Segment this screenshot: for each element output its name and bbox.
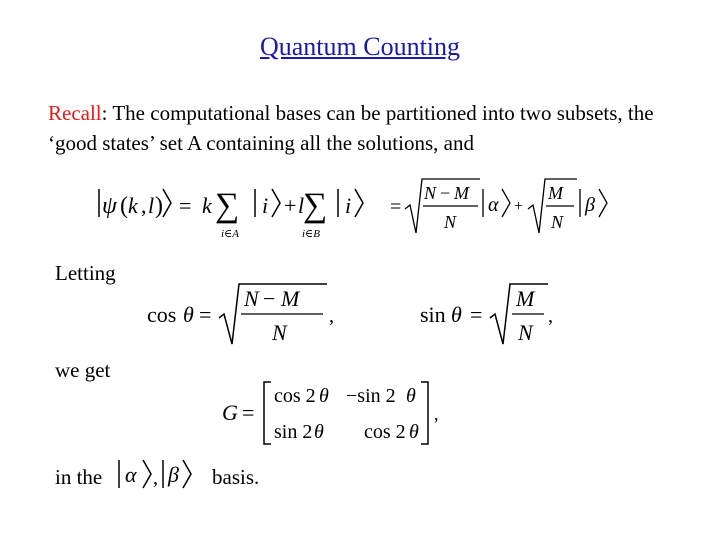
svg-text:α: α [488, 194, 499, 216]
sum-sign-b: ∑ [303, 187, 328, 224]
g-matrix-equation [218, 378, 458, 448]
svg-text:N: N [551, 212, 564, 232]
svg-text:sin: sin [420, 302, 446, 327]
svg-text:−sin 2: −sin 2 [346, 385, 396, 407]
letting-label: Letting [55, 261, 116, 285]
svg-text:ψ: ψ [102, 193, 117, 219]
ket-alpha [483, 189, 510, 217]
svg-text:N: N [272, 320, 287, 345]
ket-i-a [255, 189, 280, 218]
cos-theta-equation [145, 278, 345, 350]
svg-text:,: , [329, 305, 334, 327]
svg-text:=: = [179, 193, 192, 218]
basis-kets [113, 456, 195, 492]
svg-text:i: i [345, 193, 352, 218]
ket-psi [99, 189, 171, 219]
in-the-label: in the [55, 465, 103, 489]
svg-text:+: + [514, 198, 524, 215]
svg-text:θ: θ [314, 421, 324, 443]
svg-text:i∈A: i∈A [221, 228, 239, 240]
svg-text:θ: θ [406, 385, 416, 407]
svg-text:θ: θ [319, 385, 329, 407]
recall-label: Recall [48, 101, 102, 125]
svg-text:(: ( [120, 193, 128, 219]
svg-text:i∈B: i∈B [302, 228, 320, 240]
svg-text:M: M [548, 183, 563, 203]
sin-theta-equation [418, 278, 568, 350]
recall-paragraph [48, 98, 688, 158]
slide-title-text: Quantum Counting [259, 32, 461, 61]
svg-text:cos 2: cos 2 [364, 421, 406, 443]
svg-text:sin 2: sin 2 [274, 421, 313, 443]
svg-text:α: α [125, 462, 137, 487]
svg-text:θ: θ [451, 302, 462, 327]
ket-beta [580, 189, 607, 217]
svg-text:cos: cos [147, 302, 177, 327]
svg-text:=: = [390, 196, 402, 218]
svg-text:θ: θ [409, 421, 419, 443]
svg-text:−: − [263, 286, 276, 311]
svg-text:M: M [516, 286, 535, 311]
slide-title [0, 30, 720, 64]
ket-i-b [338, 189, 363, 218]
svg-text:l: l [298, 193, 305, 218]
svg-text:i: i [262, 193, 269, 218]
svg-text:k: k [202, 193, 212, 218]
svg-text:=: = [470, 302, 483, 327]
svg-text:k: k [128, 193, 138, 218]
svg-text:): ) [155, 193, 163, 219]
recall-text: : The computational bases can be partitioned into two subsets, the ‘good states’ set A containing all the solutions, and [48, 101, 654, 155]
svg-text:,: , [548, 305, 553, 327]
svg-text:,: , [153, 467, 158, 489]
we-get-label: we get [55, 358, 111, 382]
svg-text:N: N [424, 183, 437, 203]
svg-text:G: G [222, 400, 238, 425]
svg-text:N: N [444, 212, 457, 232]
svg-text:l: l [148, 193, 155, 218]
svg-text:cos 2: cos 2 [274, 385, 316, 407]
svg-text:,: , [141, 193, 147, 218]
svg-text:−: − [440, 183, 451, 203]
svg-text:N: N [518, 320, 533, 345]
sum-sign-a: ∑ [215, 187, 240, 224]
svg-text:+: + [284, 193, 297, 218]
svg-text:=: = [242, 400, 255, 425]
svg-text:,: , [434, 404, 439, 424]
svg-text:β: β [585, 194, 595, 216]
svg-text:M: M [281, 286, 300, 311]
svg-text:=: = [199, 302, 212, 327]
svg-text:M: M [454, 183, 469, 203]
svg-text:N: N [244, 286, 259, 311]
state-equation [90, 175, 620, 245]
svg-text:β: β [168, 462, 179, 487]
basis-label: basis. [212, 465, 260, 489]
svg-text:θ: θ [183, 302, 194, 327]
